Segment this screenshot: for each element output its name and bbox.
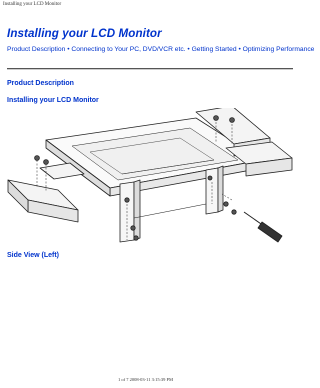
nav-link-connecting[interactable]: Connecting to Your PC, DVD/VCR etc. [71,46,186,53]
page-title: Installing your LCD Monitor [7,27,162,40]
browser-window-title: Installing your LCD Monitor [3,2,62,7]
nav-separator: • [238,46,243,53]
section-heading-side-view-left: Side View (Left) [7,252,59,259]
nav-separator: • [67,46,72,53]
nav-link-product-description[interactable]: Product Description [7,46,66,53]
monitor-installation-illustration [0,108,300,253]
divider [7,68,293,70]
nav-separator: • [187,46,192,53]
nav-link-optimizing-performance[interactable]: Optimizing Performance [242,46,315,53]
nav-links [7,46,315,53]
section-heading-installing: Installing your LCD Monitor [7,97,99,104]
nav-link-getting-started[interactable]: Getting Started [191,46,237,53]
page-footer: 1 of 7 2008-03-11 3:15:39 PM [118,377,173,382]
section-heading-product-description[interactable]: Product Description [7,80,74,87]
